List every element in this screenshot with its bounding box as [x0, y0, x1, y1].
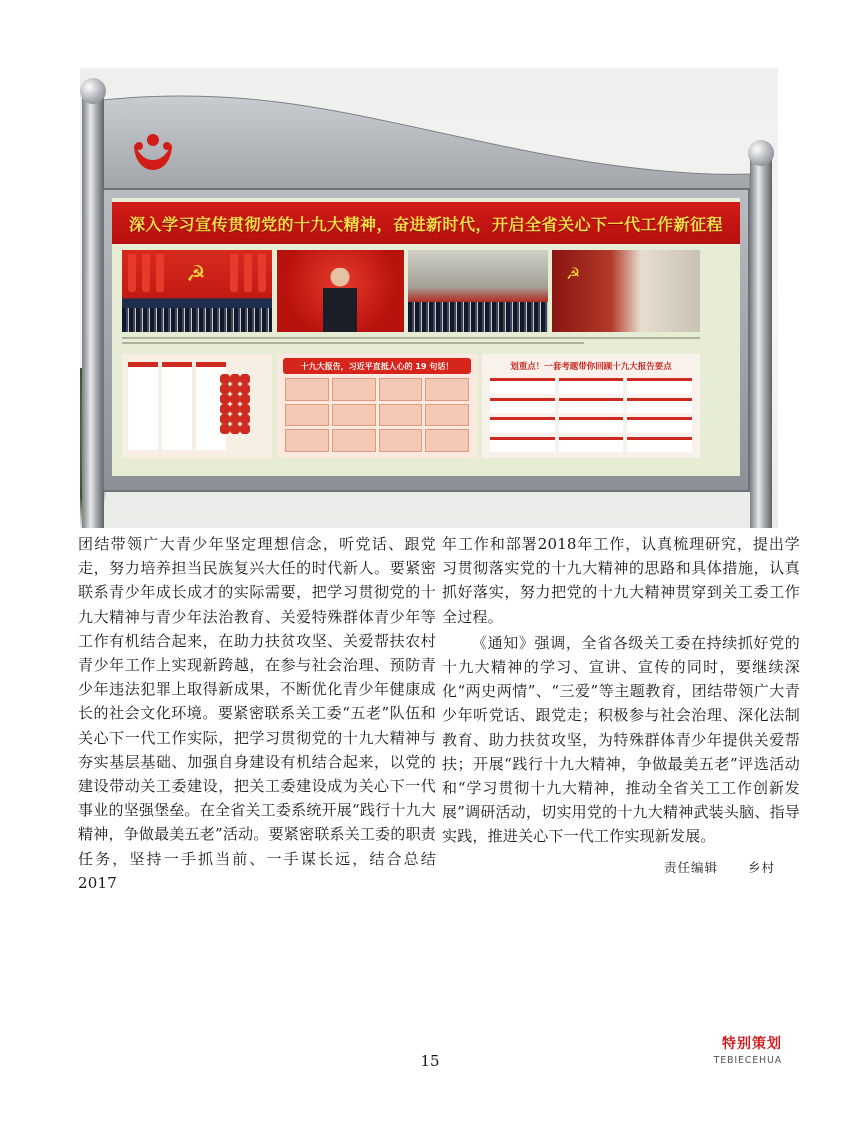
quotes-section: [277, 354, 477, 458]
section-pinyin: TEBIECEHUA: [713, 1055, 782, 1066]
party-emblem-icon: ☭: [186, 262, 206, 287]
article-right-column: [442, 532, 800, 849]
section-tag: [714, 1033, 782, 1066]
bulletin-board-photo: [80, 68, 778, 528]
right-post: [750, 156, 772, 528]
party-emblem-icon: ☭: [566, 264, 581, 283]
quiz-section-title: 划重点！一套考题带你回顾十九大报告要点: [510, 362, 672, 372]
board-header-panel: [102, 88, 750, 198]
hexagon-pattern: [220, 374, 250, 434]
right-column-paragraph-1: 年工作和部署2018年工作，认真梳理研究，提出学习贯彻落实党的十九大精神的思路和具体措施，认真抓好落实，努力把党的十九大精神贯穿到关工委工作全过程。: [442, 535, 800, 626]
display-frame: [102, 188, 750, 492]
display-panel: [112, 198, 740, 476]
exhibition-image: [552, 250, 700, 332]
left-column-text: 团结带领广大青少年坚定理想信念，听党话、跟党走，努力培养担当民族复兴大任的时代新人。要紧密联系青少年成长成才的实际需要，把学习贯彻党的十九大精神与青少年法治教育、关爱特殊群体青少年等工作有机结合起来，在助力扶贫攻坚、关爱帮扶农村青少年工作上实现新跨越，在参与社会治理、预防青少年违法犯罪上取得新成果，不断优化青少年健康成长的社会文化环境。要紧密联系关工委“五老”队伍和关心下一代工作实际，把学习贯彻党的十九大精神与夯实基层基础、加强自身建设有机结合起来，以党的建设带动关工委建设，把关工委建设成为关心下一代事业的坚强堡垒。在全省关工委系统开展“践行十九大精神，争做最美五老”活动。要紧密联系关工委的职责任务，坚持一手抓当前、一手谋长远，结合总结2017: [78, 535, 436, 892]
right-post-cap: [748, 140, 774, 166]
banner-title: 深入学习宣传贯彻党的十九大精神，奋进新时代，开启全省关心下一代工作新征程: [128, 214, 723, 234]
congress-hall-image: [122, 250, 272, 332]
page-number: 15: [420, 1052, 440, 1070]
editor-label: 责任编辑: [664, 860, 719, 875]
banner: [112, 202, 740, 244]
editor-credit: [664, 858, 775, 876]
quotes-section-title: 十九大报告，习近平直抵人心的 19 句话！: [283, 358, 471, 374]
organization-logo-icon: [130, 132, 176, 172]
quiz-section: [482, 354, 700, 458]
left-post: [82, 98, 104, 528]
image-captions: [122, 334, 700, 350]
speaker-image: [277, 250, 404, 332]
right-column-paragraph-2: 《通知》强调，全省各级关工委在持续抓好党的十九大精神的学习、宣讲、宣传的同时，要继续深化“两史两情”、“三爱”等主题教育，团结带领广大青少年听党话、跟党走；积极参与社会治理、深化法制教育、助力扶贫攻坚，为特殊群体青少年提供关爱帮扶；开展“践行十九大精神，争做最美五老”评选活动和“学习贯彻十九大精神，推动全省关工工作创新发展”调研活动，切实用党的十九大精神武装头脑、指导实践，推进关心下一代工作实现新发展。: [442, 633, 800, 846]
editor-name: 乡村: [747, 860, 775, 875]
section-name: 特别策划: [722, 1036, 782, 1052]
infographic-column: [122, 354, 272, 458]
delegates-image: [408, 250, 548, 332]
left-post-cap: [80, 78, 106, 104]
article-left-column: [78, 532, 436, 895]
